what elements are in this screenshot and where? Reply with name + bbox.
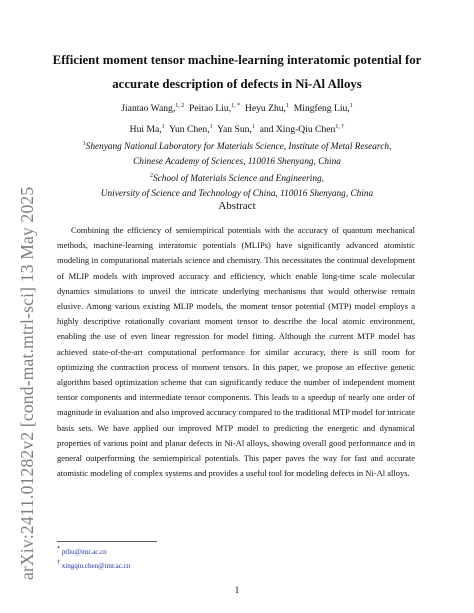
author-affil-mark: 1, †	[335, 124, 345, 130]
footnote-corresponding-2	[57, 558, 130, 572]
abstract-body: Combining the efficiency of semiempirical potentials with the accuracy of quantum mechanical methods, machine-learning interatomic potentials (MLIPs) have significantly advanced atomistic modeling in computational materials science and chemistry. This necessitates the continual development of MLIP models with improved accuracy and efficiency, which enable long-time scale molecular dynamics simulations to unveil the intricate underlying mechanisms that would otherwise remain elusive. Among various existing MLIP models, the moment tensor potential (MTP) model employs a highly descriptive rotationally covariant moment tensor to describe the local atomic environment, enabling the use of even linear regression for model fitting. Although the current MTP model has achieved state-of-the-art computational performance for similar accuracy, there is still room for optimizing the contraction process of moment tensors. In this paper, we propose an effective genetic algorithm based optimization scheme that can significantly reduce the number of independent moment tensor components and intermediate tensor components. This leads to a speedup of nearly one order of magnitude in evaluation and also improved accuracy compared to the traditional MTP model for intricate basis sets. We have applied our improved MTP model to predicting the energetic and dynamical properties of various point and planar defects in Ni-Al alloys, showing overall good performance and in general outperforming the semiempirical potentials. This paper paves the way for fast and accurate atomistic modeling of complex systems and provides a useful tool for modeling defects in Ni-Al alloys.	[57, 225, 415, 479]
author-name: Heyu Zhu,	[244, 103, 286, 114]
author-name: and Xing-Qiu Chen	[259, 124, 336, 135]
affiliation-2-line-2: University of Science and Technology of China, 110016 Shenyang, China	[100, 188, 374, 199]
footnote-divider	[57, 541, 157, 542]
author-affil-mark: 1	[349, 103, 353, 109]
footnote-mark: †	[57, 560, 60, 566]
abstract-heading: Abstract	[218, 200, 256, 212]
email-link[interactable]: ptliu@imr.ac.cn	[61, 548, 107, 556]
author-affil-mark: 1	[209, 124, 213, 130]
page-number: 1	[234, 585, 240, 595]
arxiv-sidebar	[2, 140, 37, 610]
affiliation-1-line-1: $^1$Shenyang National Laboratory for Materials Science, Institute of Metal Research,	[82, 141, 392, 152]
affiliation-1-line-2: Chinese Academy of Sciences, 110016 Shenyang, China	[133, 156, 341, 167]
affiliation-mark: 2	[150, 173, 154, 179]
paper-title	[40, 48, 434, 96]
affiliation-mark: 1	[82, 141, 86, 147]
author-name: Hui Ma,	[129, 124, 162, 135]
author-affil-mark: 1	[285, 103, 289, 109]
author-affil-mark: 1	[251, 124, 255, 130]
footnote-mark: *	[57, 546, 60, 552]
title-line-2: accurate description of defects in Ni-Al Alloys	[112, 77, 362, 91]
author-name: Peitao Liu,	[189, 103, 232, 114]
author-affil-mark: 1	[161, 124, 165, 130]
author-name: Yan Sun,	[217, 124, 252, 135]
author-line-1	[40, 97, 434, 118]
arxiv-identifier: arXiv:2411.01282v2 [cond-mat.mtrl-sci] 13 May 2025	[17, 186, 37, 580]
author-affil-mark: 1, *	[231, 103, 241, 109]
author-line-2	[40, 118, 434, 139]
author-affil-mark: 1, 2	[175, 103, 185, 109]
affiliations	[40, 137, 434, 201]
author-name: Jiantao Wang,	[121, 103, 176, 114]
email-link[interactable]: xingqiu.chen@imr.ac.cn	[61, 562, 131, 570]
footnote-corresponding-1	[57, 544, 130, 558]
author-name: Mingfeng Liu,	[293, 103, 350, 114]
title-line-1: Efficient moment tensor machine-learning interatomic potential for	[52, 53, 422, 67]
footnotes	[57, 544, 130, 572]
affiliation-2-line-1: $^2$School of Materials Science and Engineering,	[150, 173, 324, 184]
author-list	[40, 97, 434, 139]
author-name: Yun Chen,	[169, 124, 210, 135]
